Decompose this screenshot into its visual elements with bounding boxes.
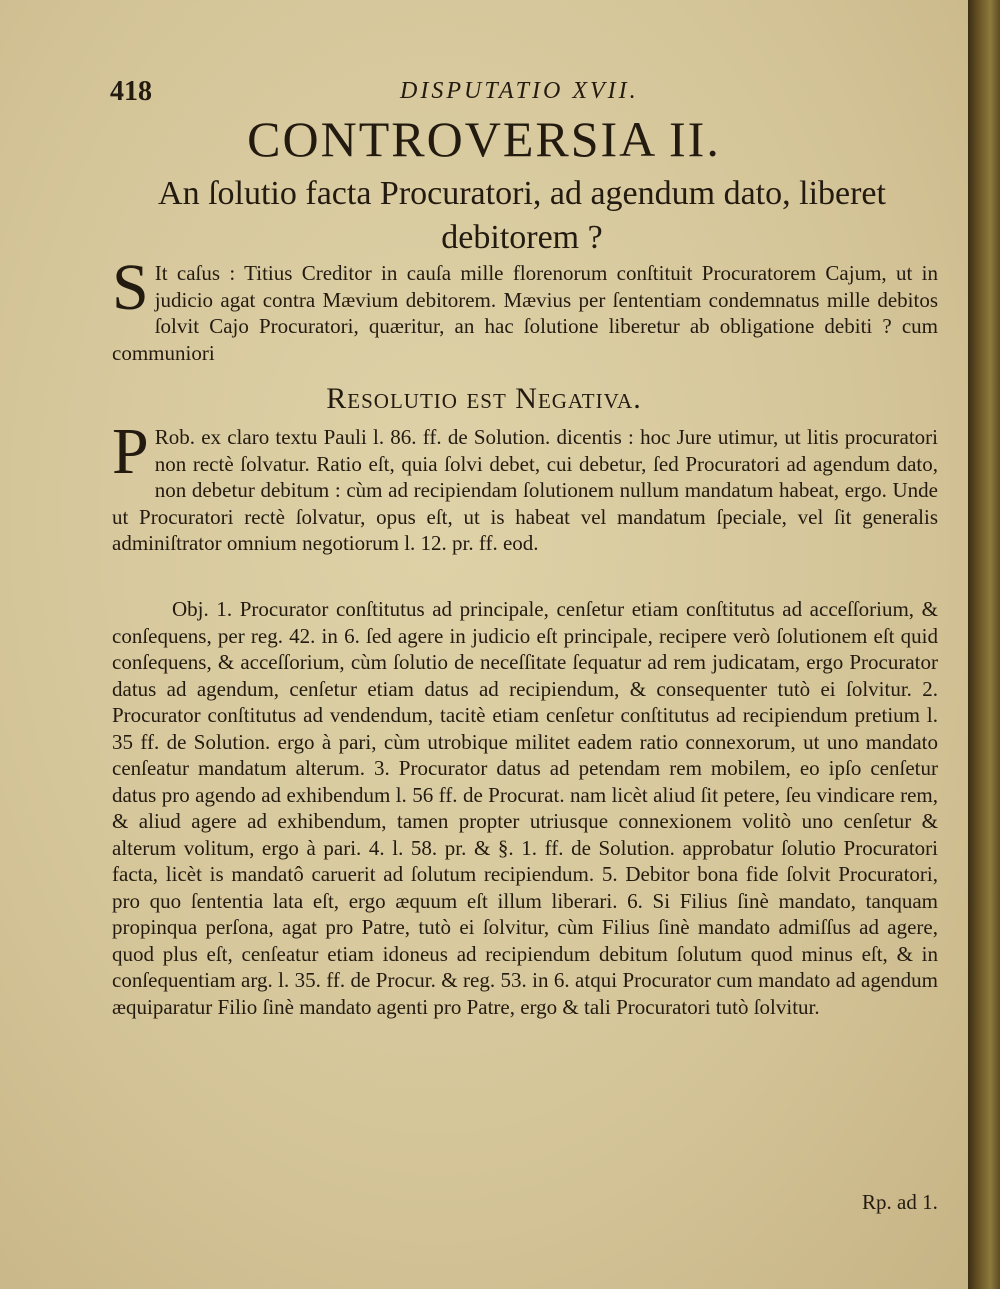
running-title: DISPUTATIO XVII. <box>400 78 639 104</box>
page-number: 418 <box>110 76 152 107</box>
casus-text: It caſus : Titius Creditor in cauſa mille florenorum conſtituit Procuratorem Cajum, ut in judicio agat contra Mævium debitorem. Mævius per ſententiam condemnatus mille debitos ſolvit Cajo Procuratori, quæritur, an hac ſolutione liberetur ab obligatione debiti ? cum communiori <box>112 261 938 365</box>
catchword: Rp. ad 1. <box>862 1190 938 1214</box>
casus-drop-capital: S <box>112 251 149 324</box>
controversia-title: CONTROVERSIA II. <box>247 111 721 167</box>
book-spine-edge <box>968 0 1000 1289</box>
controversia-question: An ſolutio facta Procuratori, ad agendum dato, liberet debitorem ? <box>158 175 886 256</box>
running-header <box>110 76 940 106</box>
probatio-text: Rob. ex claro textu Pauli l. 86. ff. de Solution. dicentis : hoc Jure utimur, ut litis procuratori non rectè ſolvatur. Ratio eſt, quia ſolvi debet, cui debetur, ſed Procuratori ad agendum dato, non debetur debitum : cùm ad recipiendam ſolutionem nullum mandatum habeat, ergo. Unde ut Procuratori rectè ſolvatur, opus eſt, ut is habeat vel mandatum ſpeciale, vel ſit generalis adminiſtrator omnium negotiorum l. 12. pr. ff. eod. <box>112 425 938 555</box>
resolutio-heading: Resolutio est Negativa. <box>326 382 642 415</box>
casus-paragraph <box>112 251 938 366</box>
probatio-drop-capital: P <box>112 415 149 488</box>
probatio-paragraph <box>112 415 938 557</box>
objectiones-paragraph: Obj. 1. Procurator conſtitutus ad principale, cenſetur etiam conſtitutus ad acceſſorium, & conſequens, per reg. 42. in 6. ſed agere in judicio eſt principale, recipere verò ſolutionem eſt quid conſequens, & acceſſorium, cùm ſolutio de neceſſitate ſequatur ad rem judicatam, ergo Procurator datus ad agendum, cenſetur etiam datus ad recipiendum, & consequenter tutò ei ſolvitur. 2. Procurator conſtitutus ad vendendum, tacitè etiam cenſetur conſtitutus ad recipiendum pretium l. 35 ff. de Solution. ergo à pari, cùm utrobique militet eadem ratio connexorum, ut uno mandato cenſeatur mandatum alterum. 3. Procurator datus ad petendam rem mobilem, eo ipſo cenſetur datus pro agendo ad exhibendum l. 56 ff. de Procurat. nam licèt aliud ſit petere, ſeu vindicare rem, & aliud agere ad exhibendum, tamen propter utriusque connexionem volitò uno cenſetur & alterum volitum, ergo à pari. 4. l. 58. pr. & §. 1. ff. de Solution. approbatur ſolutio Procuratori facta, licèt is mandatô caruerit ad ſolutum recipiendum. 5. Debitor bona fide ſolvit Procuratori, pro quo ſententia lata eſt, ergo æquum eſt illum liberari. 6. Si Filius ſinè mandato, tanquam propinqua perſona, agat pro Patre, tutò ei ſolvitur, cùm Filius ſinè mandato admiſſus ad agere, quod plus eſt, cenſeatur etiam idoneus ad recipiendum debitum ſolutum quod minus eſt, & in conſequentiam arg. l. 35. ff. de Procur. & reg. 53. in 6. atqui Procurator cum mandato ad agendum æquiparatur Filio ſinè mandato agenti pro Patre, ergo & tali Procuratori tutò ſolvitur. <box>112 597 938 1019</box>
